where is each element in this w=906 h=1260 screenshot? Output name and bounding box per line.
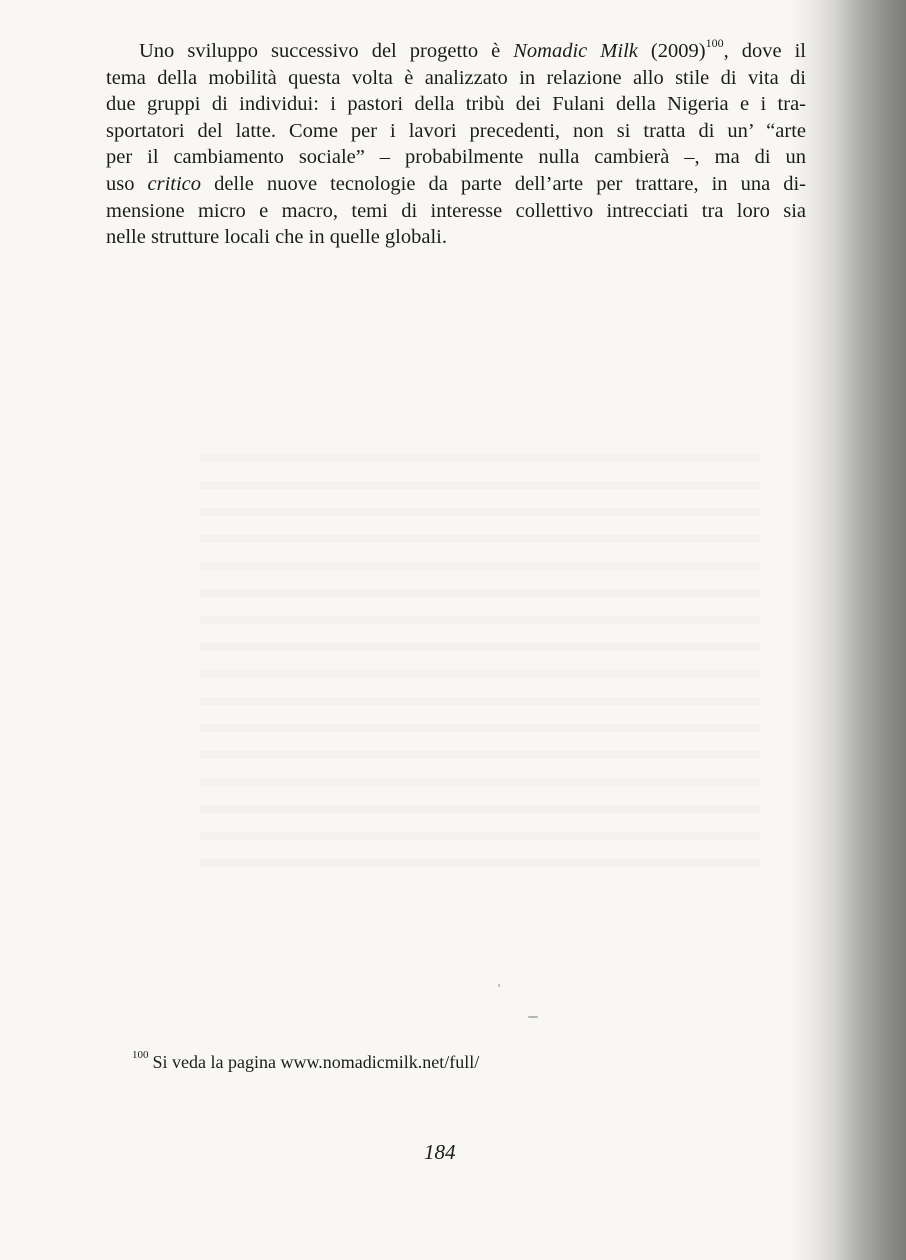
footnote-text: Si veda la pagina www.nomadicmilk.net/full/ (152, 1052, 480, 1072)
page-number: 184 (424, 1140, 456, 1164)
paragraph-line-5: per il cambiamento sociale” – probabilmente nulla cambierà –, ma di un (106, 146, 806, 169)
work-year: (2009) (637, 40, 706, 62)
paragraph-line-1 (106, 38, 806, 65)
paragraph-line-7: mensione micro e macro, temi di interesse collettivo intrecciati tra loro sia (106, 199, 806, 222)
line-6-text-start: uso (106, 172, 148, 195)
footnote-reference: 100 (705, 36, 724, 51)
paragraph-line-3: due gruppi di individui: i pastori della tribù dei Fulani della Nigeria e i tra- (106, 93, 806, 116)
line-1-text-end: , dove il (723, 40, 806, 62)
body-paragraph (106, 38, 806, 251)
scan-speck (528, 1016, 538, 1018)
paragraph-line-8: nelle strutture locali che in quelle globali. (106, 226, 447, 249)
reverse-page-show-through (200, 440, 760, 880)
line-1-text-start: Uno sviluppo successivo del progetto è (139, 40, 514, 62)
work-title: Nomadic Milk (513, 40, 638, 62)
footnote (132, 1049, 480, 1073)
line-6-text-end: delle nuove tecnologie da parte dell’arte per trattare, in una di- (201, 172, 806, 195)
emphasized-word: critico (147, 172, 202, 195)
paragraph-line-6 (106, 171, 806, 198)
scan-speck (498, 984, 500, 987)
paragraph-line-2: tema della mobilità questa volta è analizzato in relazione allo stile di vita di (106, 66, 806, 89)
footnote-number: 100 (132, 1049, 149, 1061)
paragraph-line-4: sportatori del latte. Come per i lavori precedenti, non si tratta di un’ “arte (106, 119, 806, 142)
